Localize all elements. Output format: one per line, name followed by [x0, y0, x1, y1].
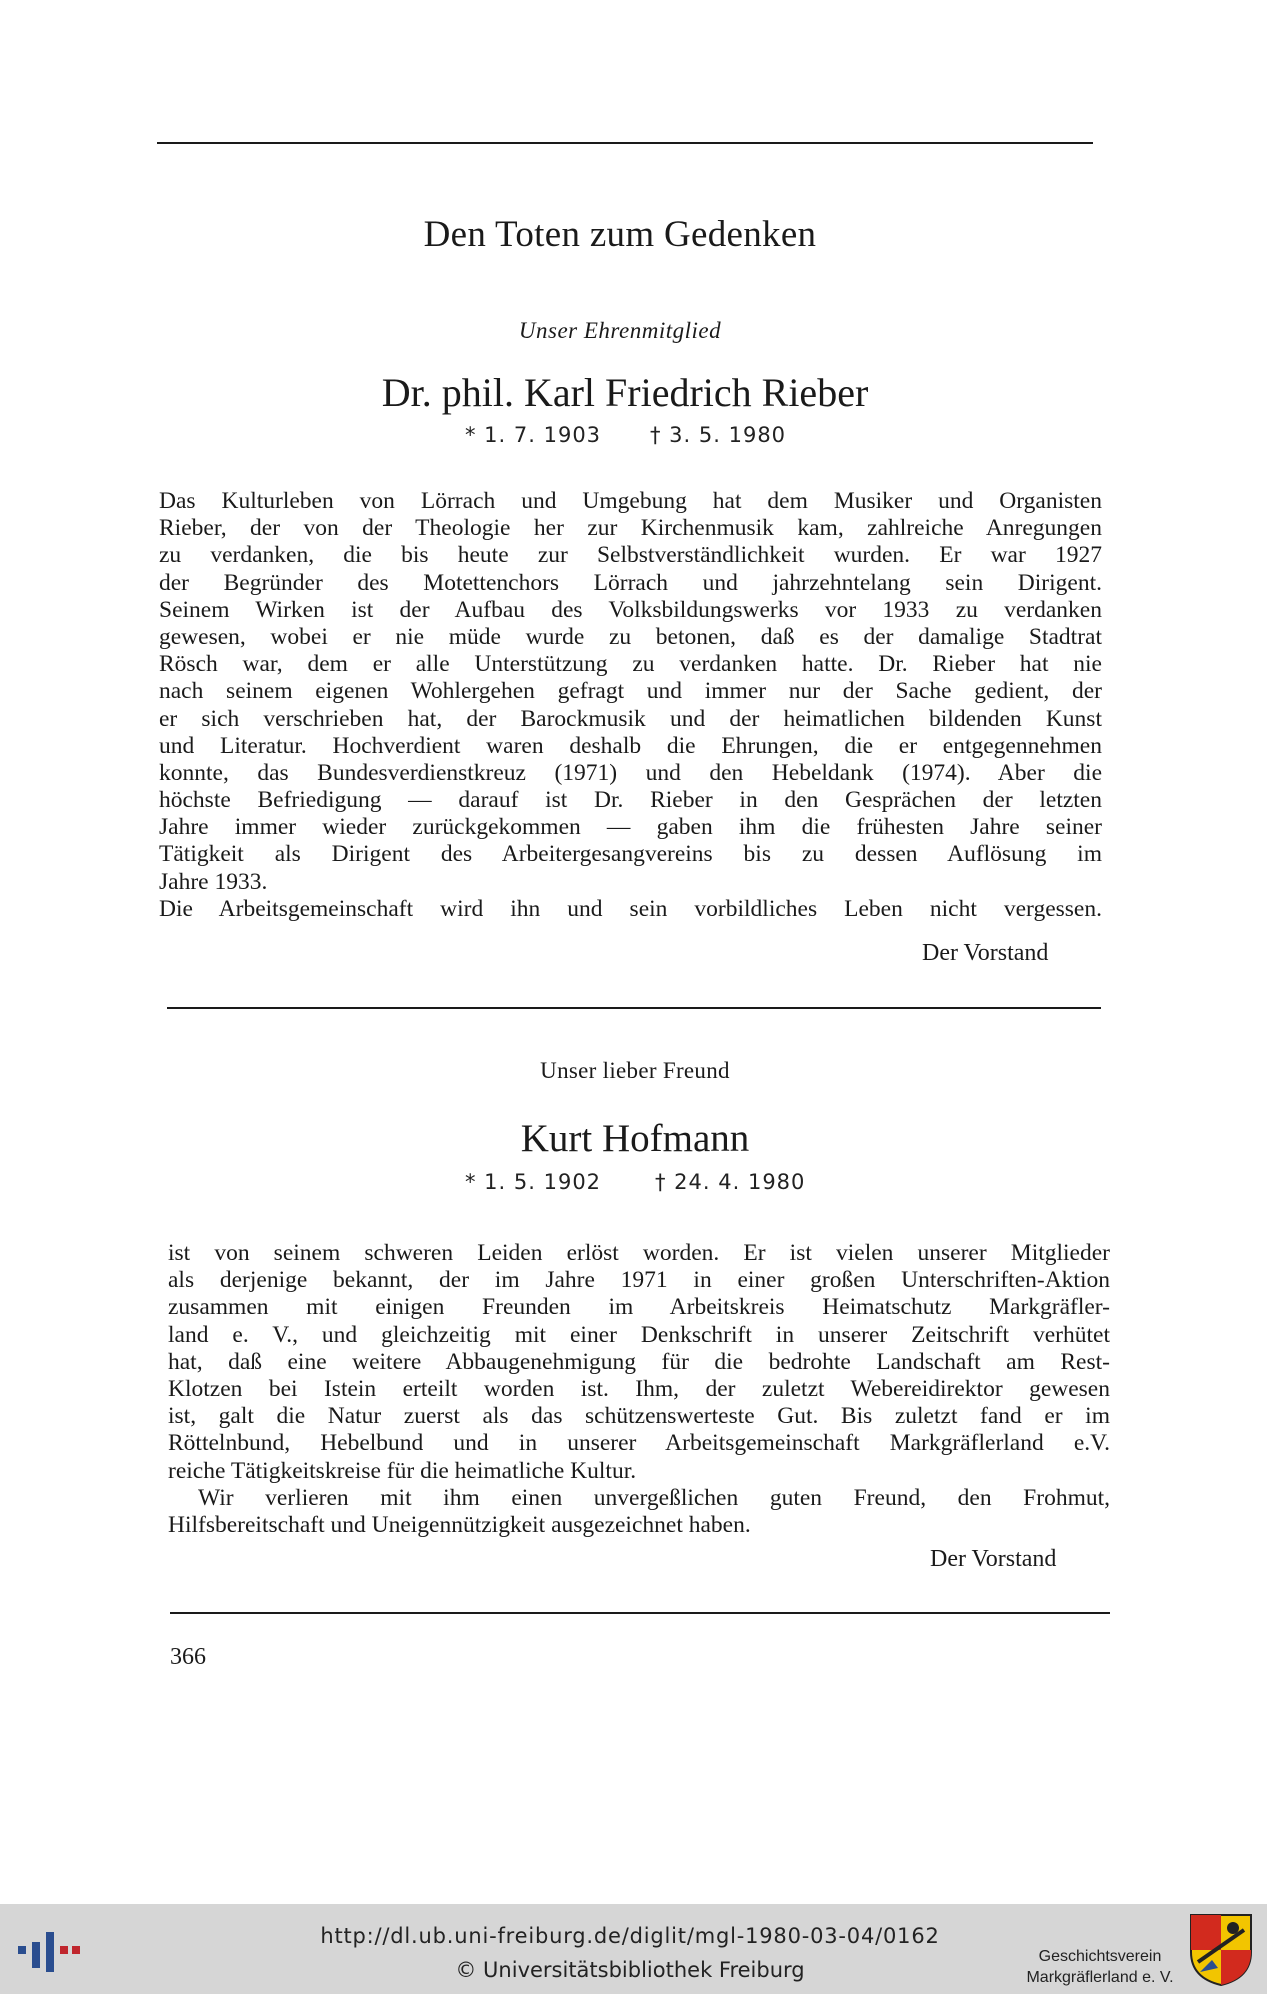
section-divider: [167, 1007, 1101, 1009]
obituary-subtitle: Unser Ehrenmitglied: [518, 318, 722, 343]
obituary-text: [168, 1240, 1110, 1539]
death-date: † 24. 4. 1980: [655, 1170, 806, 1194]
text-line: Das Kulturleben von Lörrach und Umgebung hat dem Musiker und Organisten: [159, 488, 1102, 514]
text-line: der Begründer des Motettenchors Lörrach und jahrzehntelang sein Dirigent.: [159, 569, 1102, 596]
text-line: nach seinem eigenen Wohlergehen gefragt und immer nur der Sache gedient, der: [159, 678, 1102, 705]
text-line: Jahre 1933.: [159, 868, 268, 895]
society-name: [1010, 1946, 1190, 1988]
text-line: ist, galt die Natur zuerst als das schützenswerteste Gut. Bis zuletzt fand er im: [168, 1403, 1110, 1430]
page-number: 366: [170, 1644, 206, 1670]
text-line: Seinem Wirken ist der Aufbau des Volksbildungswerks vor 1933 zu verdanken: [159, 596, 1102, 623]
text-line: Die Arbeitsgemeinschaft wird ihn und sein vorbildliches Leben nicht vergessen.: [159, 895, 1102, 922]
text-line: Rösch war, dem er alle Unterstützung zu verdanken hatte. Dr. Rieber hat nie: [159, 651, 1102, 678]
text-line: Hilfsbereitschaft und Uneigennützigkeit ausgezeichnet haben.: [168, 1511, 751, 1538]
signature: Der Vorstand: [922, 940, 1049, 966]
birth-date: * 1. 7. 1903: [465, 423, 602, 447]
obituary-name: Dr. phil. Karl Friedrich Rieber: [381, 370, 869, 415]
signature: Der Vorstand: [930, 1546, 1057, 1572]
text-line: hat, daß eine weitere Abbaugenehmigung für die bedrohte Landschaft am Rest-: [168, 1348, 1110, 1375]
text-line: Tätigkeit als Dirigent des Arbeitergesangvereins bis zu dessen Auflösung im: [159, 841, 1102, 868]
death-date: † 3. 5. 1980: [650, 423, 787, 447]
birth-date: * 1. 5. 1902: [465, 1170, 602, 1194]
library-logo-icon: [14, 1928, 84, 1978]
footer-bar: [0, 1904, 1267, 1994]
bottom-rule: [170, 1612, 1110, 1614]
coat-of-arms-icon: [1188, 1912, 1254, 1988]
text-line: Rieber, der von der Theologie her zur Kirchenmusik kam, zahlreiche Anregungen: [159, 515, 1102, 542]
text-line: er sich verschrieben hat, der Barockmusik und der heimatlichen bildenden Kunst: [159, 705, 1102, 732]
text-line: ist von seinem schweren Leiden erlöst worden. Er ist vielen unserer Mitglieder: [168, 1240, 1110, 1266]
text-line: Klotzen bei Istein erteilt worden ist. Ihm, der zuletzt Webereidirektor gewesen: [168, 1375, 1110, 1402]
obituary-name: Kurt Hofmann: [520, 1117, 750, 1160]
copyright-notice: © Universitätsbibliothek Freiburg: [455, 1958, 805, 1982]
source-url[interactable]: http://dl.ub.uni-freiburg.de/diglit/mgl-1980-03-04/0162: [320, 1924, 940, 1948]
text-line: konnte, das Bundesverdienstkreuz (1971) und den Hebeldank (1974). Aber die: [159, 759, 1102, 786]
obituary-text: [159, 488, 1102, 923]
society-name-line: Geschichtsverein: [1038, 1948, 1162, 1965]
society-name-line: Markgräflerland e. V.: [1026, 1969, 1174, 1986]
page-heading: Den Toten zum Gedenken: [423, 214, 817, 255]
text-line: gewesen, wobei er nie müde wurde zu betonen, daß es der damalige Stadtrat: [159, 623, 1102, 650]
top-rule: [157, 142, 1093, 144]
text-line: land e. V., und gleichzeitig mit einer Denkschrift in unserer Zeitschrift verhütet: [168, 1321, 1110, 1348]
text-line: als derjenige bekannt, der im Jahre 1971 in einer großen Unterschriften-Aktion: [168, 1267, 1110, 1294]
text-line: reiche Tätigkeitskreise für die heimatliche Kultur.: [168, 1457, 637, 1484]
text-line: und Literatur. Hochverdient waren deshalb die Ehrungen, die er entgegennehmen: [159, 732, 1102, 759]
obituary-subtitle: Unser lieber Freund: [540, 1058, 730, 1083]
text-line: Wir verlieren mit ihm einen unvergeßlichen guten Freund, den Frohmut,: [198, 1484, 1110, 1511]
text-line: zusammen mit einigen Freunden im Arbeitskreis Heimatschutz Markgräfler-: [168, 1294, 1110, 1321]
text-line: höchste Befriedigung — darauf ist Dr. Rieber in den Gesprächen der letzten: [159, 787, 1102, 814]
text-line: zu verdanken, die bis heute zur Selbstverständlichkeit wurden. Er war 1927: [159, 542, 1102, 569]
text-line: Röttelnbund, Hebelbund und in unserer Arbeitsgemeinschaft Markgräflerland e.V.: [168, 1430, 1110, 1457]
text-line: Jahre immer wieder zurückgekommen — gaben ihm die frühesten Jahre seiner: [159, 814, 1102, 841]
